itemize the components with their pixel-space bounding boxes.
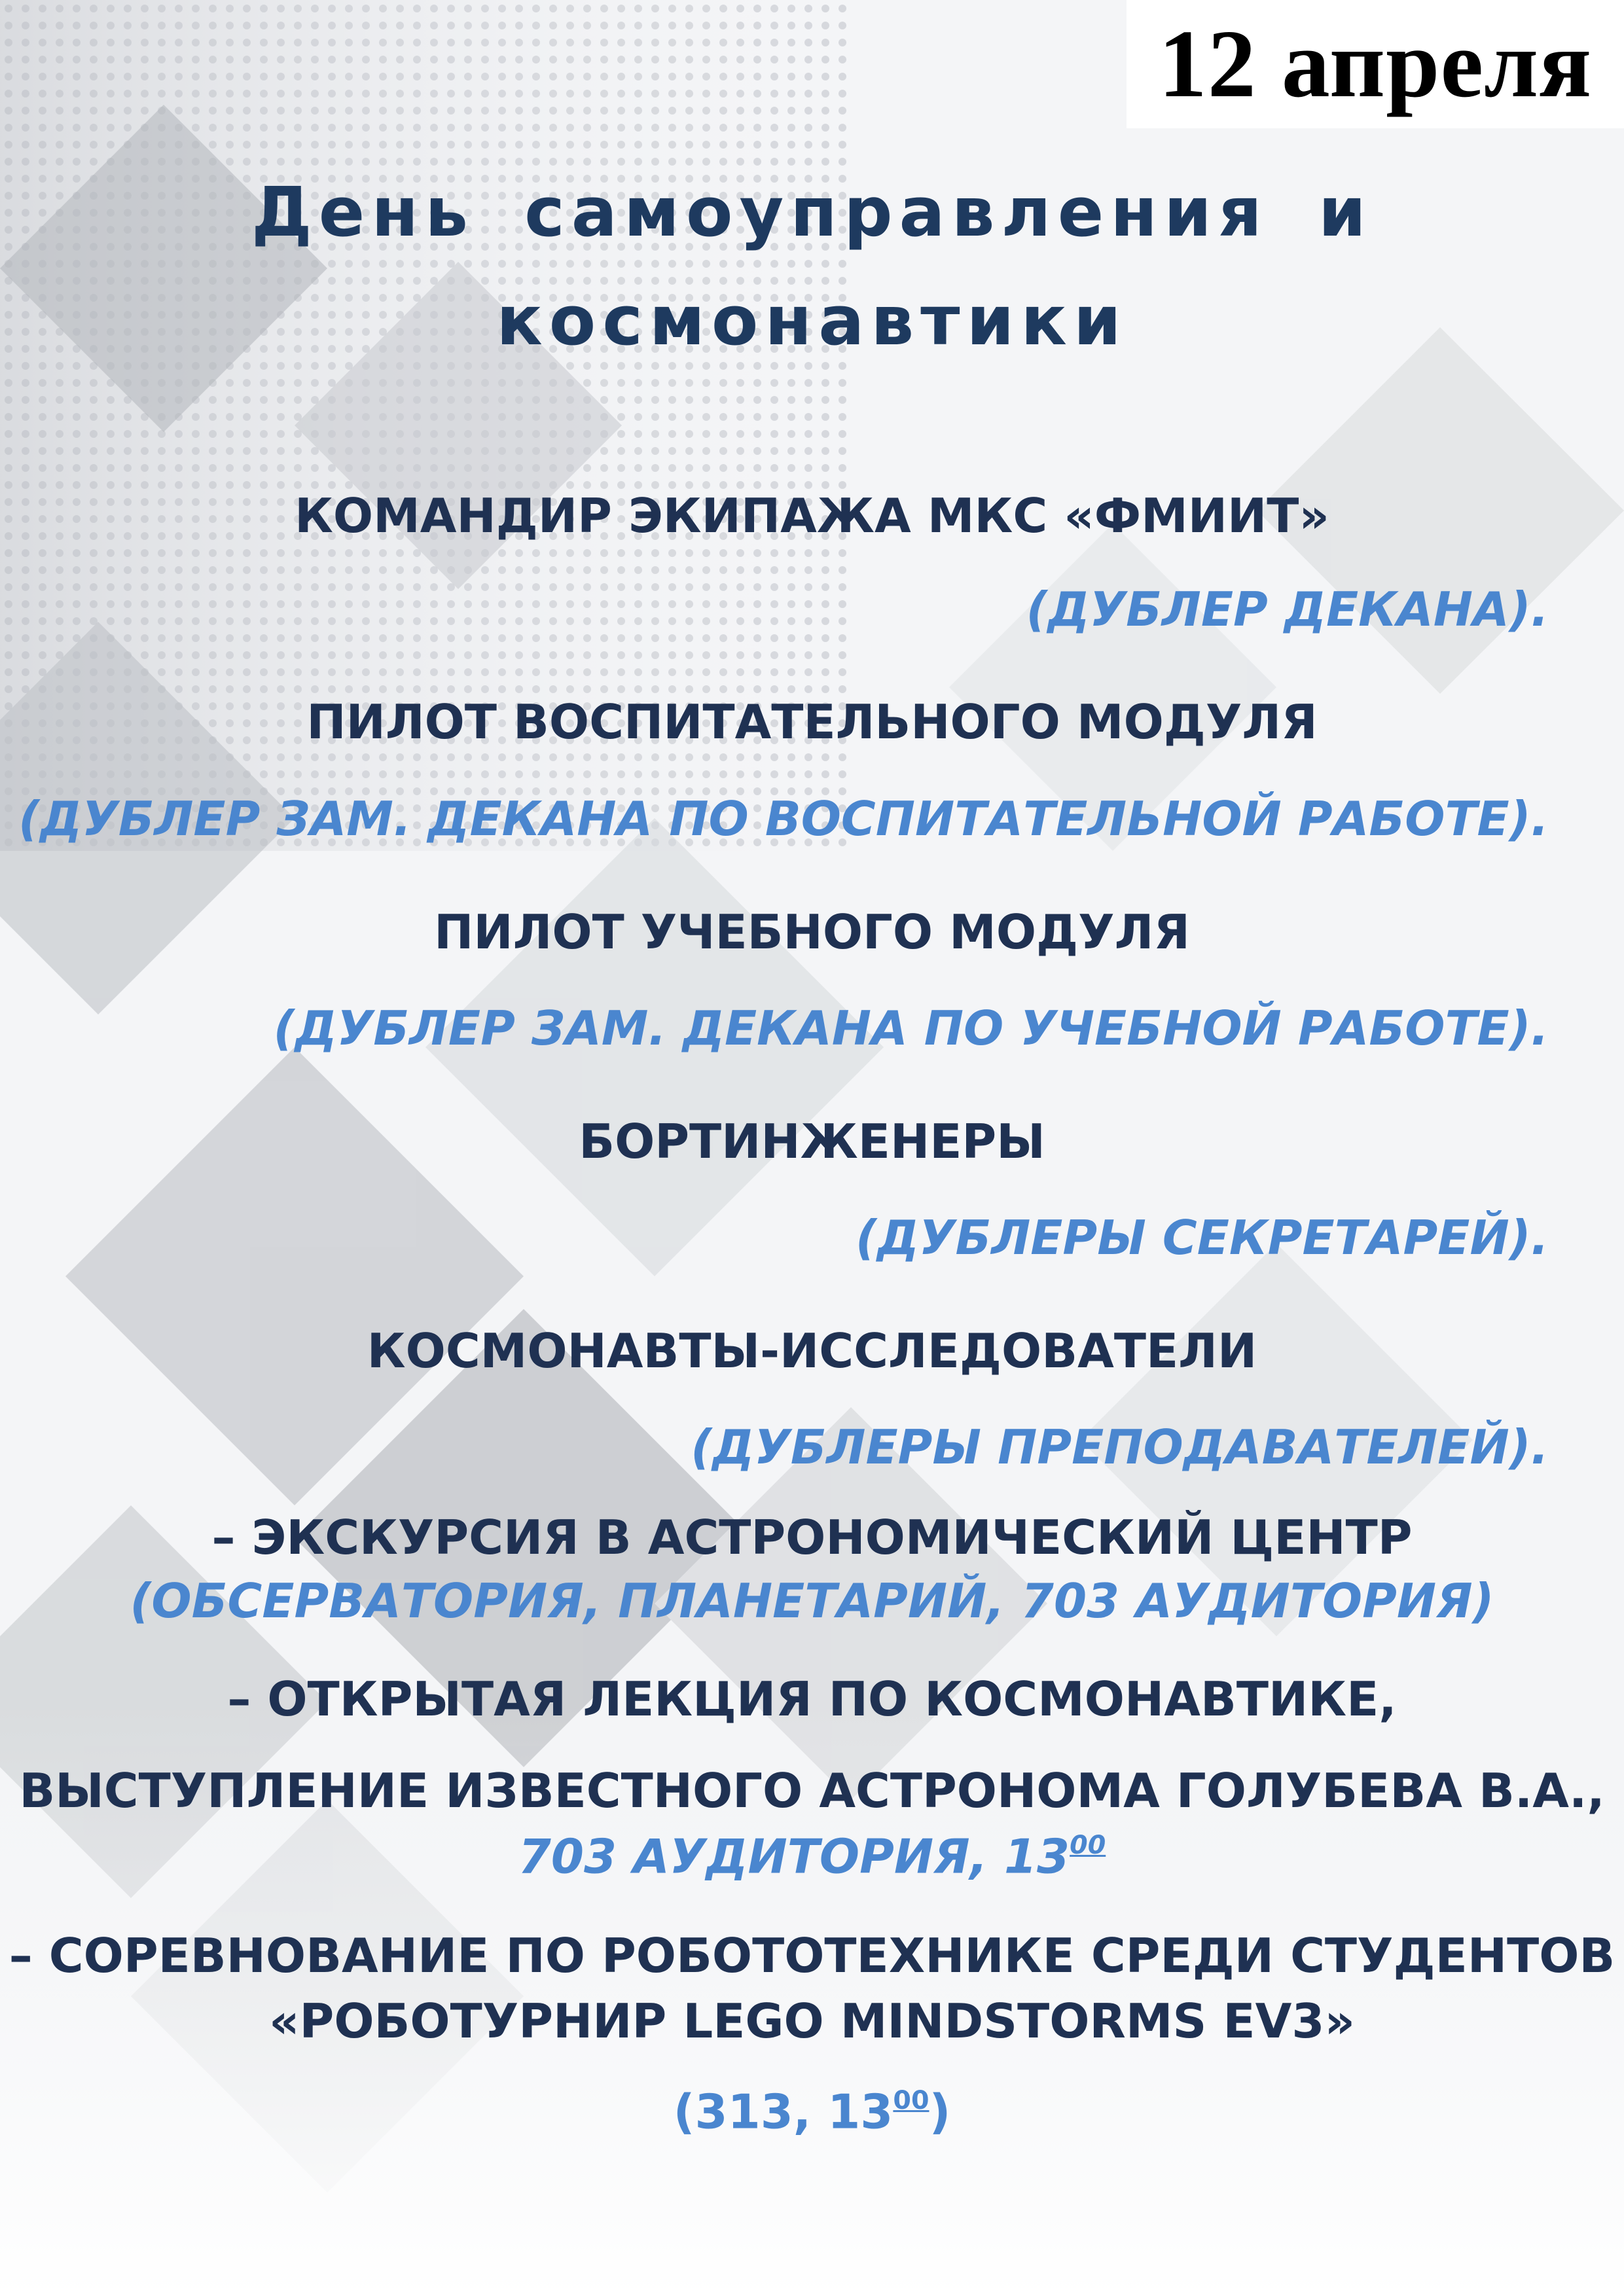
role-subtitle: (ДУБЛЕР ЗАМ. ДЕКАНА ПО ВОСПИТАТЕЛЬНОЙ РАБОТЕ). — [18, 791, 1549, 846]
event-competition-title-line-1: – СОРЕВНОВАНИЕ ПО РОБОТОТЕХНИКЕ СРЕДИ СТУДЕНТОВ — [9, 1928, 1615, 1983]
event-competition-location-end: ) — [929, 2084, 951, 2140]
role-subtitle: (ДУБЛЕР ЗАМ. ДЕКАНА ПО УЧЕБНОЙ РАБОТЕ). — [273, 1001, 1549, 1056]
role-title: БОРТИНЖЕНЕРЫ — [579, 1114, 1045, 1169]
role-title: ПИЛОТ ВОСПИТАТЕЛЬНОГО МОДУЛЯ — [306, 694, 1318, 749]
role-subtitle: (ДУБЛЕР ДЕКАНА). — [1026, 582, 1549, 637]
role-title: КОМАНДИР ЭКИПАЖА МКС «ФМИИТ» — [295, 488, 1329, 543]
role-title: ПИЛОТ УЧЕБНОГО МОДУЛЯ — [434, 905, 1190, 960]
event-lecture-title-line-2: ВЫСТУПЛЕНИЕ ИЗВЕСТНОГО АСТРОНОМА ГОЛУБЕВА В.А., — [19, 1763, 1605, 1818]
event-excursion-location: (ОБСЕРВАТОРИЯ, ПЛАНЕТАРИЙ, 703 АУДИТОРИЯ) — [130, 1573, 1494, 1628]
event-lecture-title-line-1: – ОТКРЫТАЯ ЛЕКЦИЯ ПО КОСМОНАВТИКЕ, — [227, 1672, 1397, 1727]
event-lecture-location — [0, 1829, 1624, 1884]
role-subtitle: (ДУБЛЕРЫ СЕКРЕТАРЕЙ). — [856, 1210, 1549, 1265]
event-competition-location — [0, 2084, 1624, 2140]
role-subtitle: (ДУБЛЕРЫ ПРЕПОДАВАТЕЛЕЙ). — [691, 1420, 1549, 1475]
event-date: 12 апреля — [1158, 10, 1593, 118]
page-title-line-2: космонавтики — [496, 281, 1128, 361]
event-competition-time-minutes: 00 — [893, 2085, 929, 2115]
event-lecture-time-minutes: 00 — [1070, 1830, 1106, 1860]
event-excursion-title: – ЭКСКУРСИЯ В АСТРОНОМИЧЕСКИЙ ЦЕНТР — [211, 1510, 1413, 1565]
event-competition-location-text: (313, 13 — [673, 2084, 893, 2140]
event-competition-title-line-2: «РОБОТУРНИР LEGO MINDSTORMS EV3» — [269, 1994, 1355, 2049]
role-title: КОСМОНАВТЫ-ИССЛЕДОВАТЕЛИ — [367, 1323, 1257, 1378]
page-title-line-1: День самоуправления и — [251, 172, 1373, 252]
event-lecture-location-text: 703 АУДИТОРИЯ, 13 — [518, 1829, 1070, 1884]
